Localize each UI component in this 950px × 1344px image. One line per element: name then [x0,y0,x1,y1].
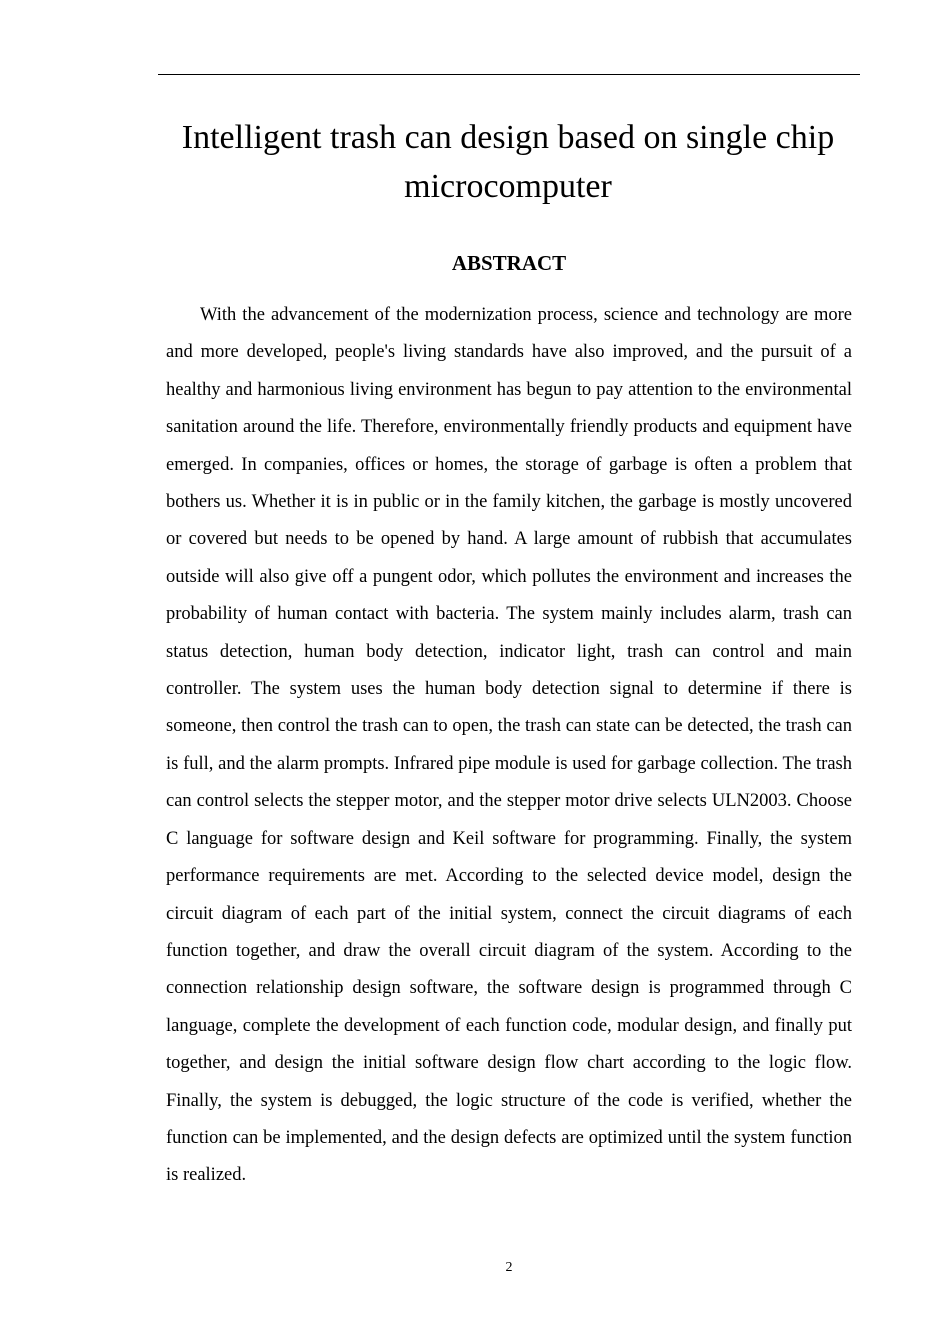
page-title: Intelligent trash can design based on single chip microcomputer [181,119,835,205]
page-number: 2 [505,1260,513,1275]
abstract-heading: ABSTRACT [451,251,567,275]
header-rule [158,74,860,75]
abstract-paragraph: With the advancement of the modernization process, science and technology are more and more developed, people's living standards have also improved, and the pursuit of a healthy and harmonious living environment has begun to pay attention to the environmental sanitation around the life. Therefore, environmentally friendly products and equipment have emerged. In companies, offices or homes, the storage of garbage is often a problem that bothers us. Whether it is in public or in the family kitchen, the garbage is mostly uncovered or covered but needs to be opened by hand. A large amount of rubbish that accumulates outside will also give off a pungent odor, which pollutes the environment and increases the probability of human contact with bacteria. The system mainly includes alarm, trash can status detection, human body detection, indicator light, trash can control and main controller. The system uses the human body detection signal to determine if there is someone, then control the trash can to open, the trash can state can be detected, the trash can is full, and the alarm prompts. Infrared pipe module is used for garbage collection. The trash can control selects the stepper motor, and the stepper motor drive selects ULN2003. Choose C language for software design and Keil software for programming. Finally, the system performance requirements are met. According to the selected device model, design the circuit diagram of each part of the initial system, connect the circuit diagrams of each function together, and draw the overall circuit diagram of the system. According to the connection relationship design software, the software design is programmed through C language, complete the development of each function code, modular design, and finally put together, and design the initial software design flow chart according to the logic flow. Finally, the system is debugged, the logic structure of the code is verified, whether the function can be implemented, and the design defects are optimized until the system function is realized. [166,305,852,1186]
